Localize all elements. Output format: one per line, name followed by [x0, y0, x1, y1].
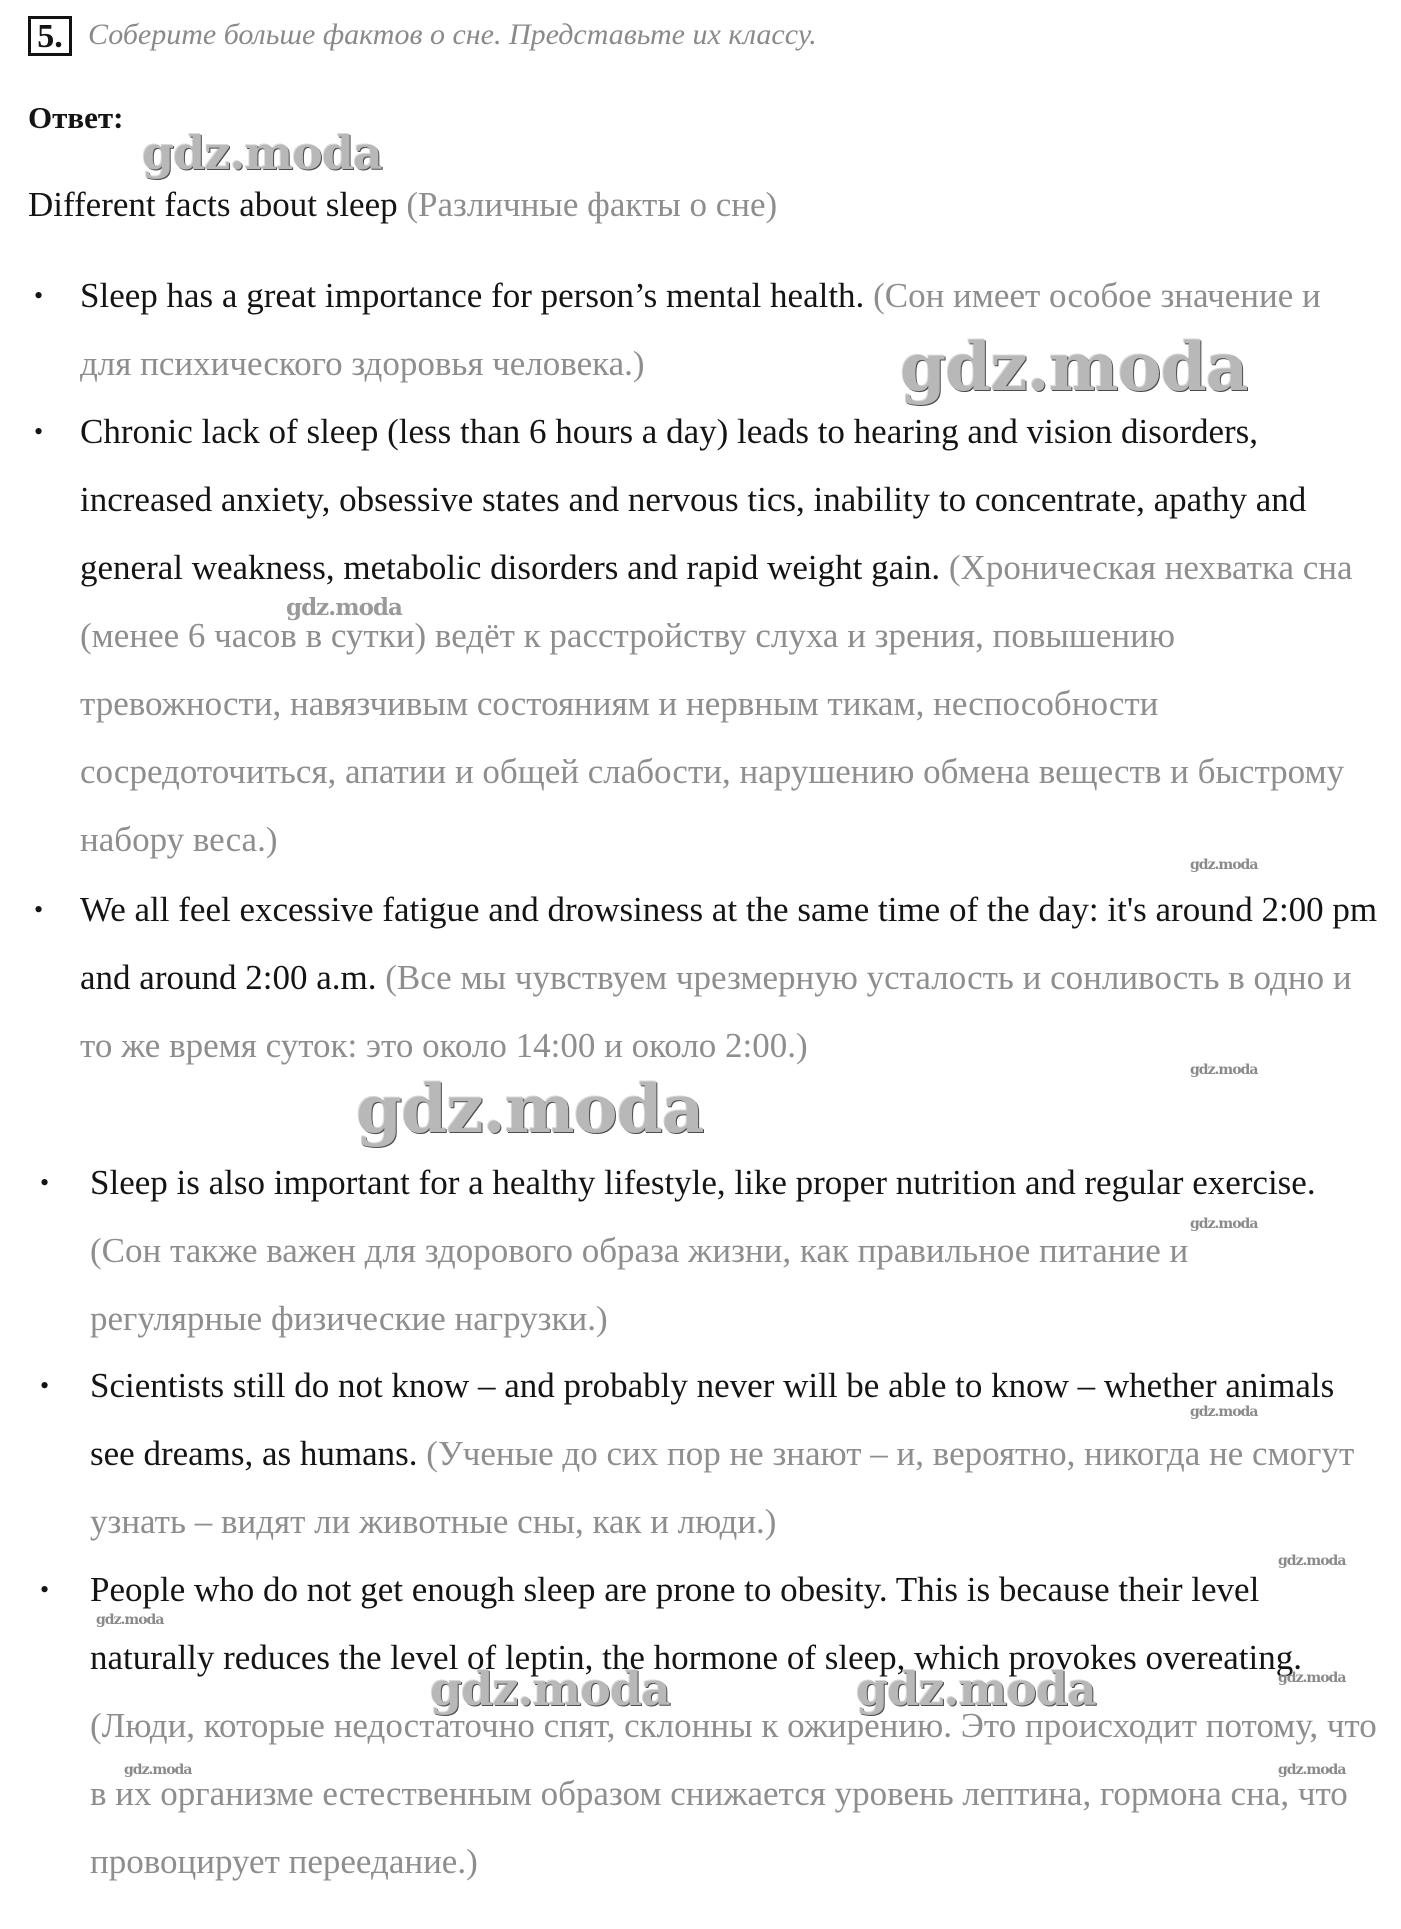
fact-item: [80, 876, 1380, 1080]
intro-line: [28, 185, 777, 225]
watermark: gdz.moda: [1190, 857, 1258, 873]
intro-english: Different facts about sleep: [28, 185, 398, 224]
fact-english: Chronic lack of sleep (less than 6 hours a day) leads to hearing and vision disorders, increased anxiety, obsessive states and nervous tics, inability to concentrate, apathy and general weakness, metabolic disorders and rapid weight gain.: [80, 412, 1307, 587]
fact-english: Sleep is also important for a healthy lifestyle, like proper nutrition and regular exercise.: [90, 1163, 1316, 1202]
bullet-icon: •: [34, 281, 44, 310]
watermark: gdz.moda: [142, 126, 382, 180]
fact-english: Sleep has a great importance for person’s mental health.: [80, 276, 865, 315]
watermark: gdz.moda: [96, 1612, 164, 1628]
watermark: gdz.moda: [856, 1662, 1096, 1716]
watermark: gdz.moda: [900, 328, 1248, 406]
bullet-icon: •: [34, 895, 44, 924]
fact-item: [90, 1352, 1380, 1556]
bullet-icon: •: [34, 417, 44, 446]
fact-item: [90, 1556, 1380, 1896]
watermark: gdz.moda: [430, 1662, 670, 1716]
task-header: [28, 14, 1328, 62]
fact-english: We all feel excessive fatigue and drowsiness at the same time of the day: it's around 2:00 pm and around 2:00 a.m.: [80, 890, 1378, 997]
fact-translation: (Все мы чувствуем чрезмерную усталость и сонливость в одно и то же время суток: это около 14:00 и около 2:00.): [80, 958, 1352, 1065]
watermark: gdz.moda: [1190, 1216, 1258, 1232]
watermark: gdz.moda: [1278, 1670, 1346, 1686]
answer-label: Ответ:: [28, 100, 124, 135]
fact-translation: (Хроническая нехватка сна (менее 6 часов в сутки) ведёт к расстройству слуха и зрения, повышению тревожности, навязчивым состояниям и нервным тикам, неспособности сосредоточиться, апатии и общей слабости, нарушению обмена веществ и быстрому набору веса.): [80, 548, 1353, 859]
watermark: gdz.moda: [1278, 1762, 1346, 1778]
bullet-icon: •: [40, 1575, 50, 1604]
watermark: gdz.moda: [286, 594, 402, 621]
fact-item: [90, 1149, 1340, 1353]
watermark: gdz.moda: [1190, 1404, 1258, 1420]
fact-english: People who do not get enough sleep are prone to obesity. This is because their level naturally reduces the level of leptin, the hormone of sleep, which provokes overeating.: [90, 1570, 1302, 1677]
fact-translation: (Сон имеет особое значение и для психического здоровья человека.): [80, 276, 1321, 383]
watermark: gdz.moda: [1190, 1062, 1258, 1078]
fact-english: Scientists still do not know – and probably never will be able to know – whether animals see dreams, as humans.: [90, 1366, 1335, 1473]
watermark: gdz.moda: [1278, 1553, 1346, 1569]
fact-translation: (Люди, которые недостаточно спят, склонны к ожирению. Это происходит потому, что в их организме естественным образом снижается уровень лептина, гормона сна, что провоцирует переедание.): [90, 1706, 1377, 1881]
bullet-icon: •: [40, 1371, 50, 1400]
watermark: gdz.moda: [124, 1762, 192, 1778]
task-instruction: Соберите больше фактов о сне. Представьте их классу.: [88, 18, 817, 51]
fact-translation: (Ученые до сих пор не знают – и, вероятно, никогда не смогут узнать – видят ли животные сны, как и люди.): [90, 1434, 1355, 1541]
intro-translation: (Различные факты о сне): [406, 185, 778, 224]
fact-translation: (Сон также важен для здорового образа жизни, как правильное питание и регулярные физические нагрузки.): [90, 1231, 1189, 1338]
fact-item: [80, 398, 1370, 874]
bullet-icon: •: [40, 1168, 50, 1197]
watermark: gdz.moda: [356, 1070, 704, 1148]
task-number: 5.: [28, 16, 72, 56]
